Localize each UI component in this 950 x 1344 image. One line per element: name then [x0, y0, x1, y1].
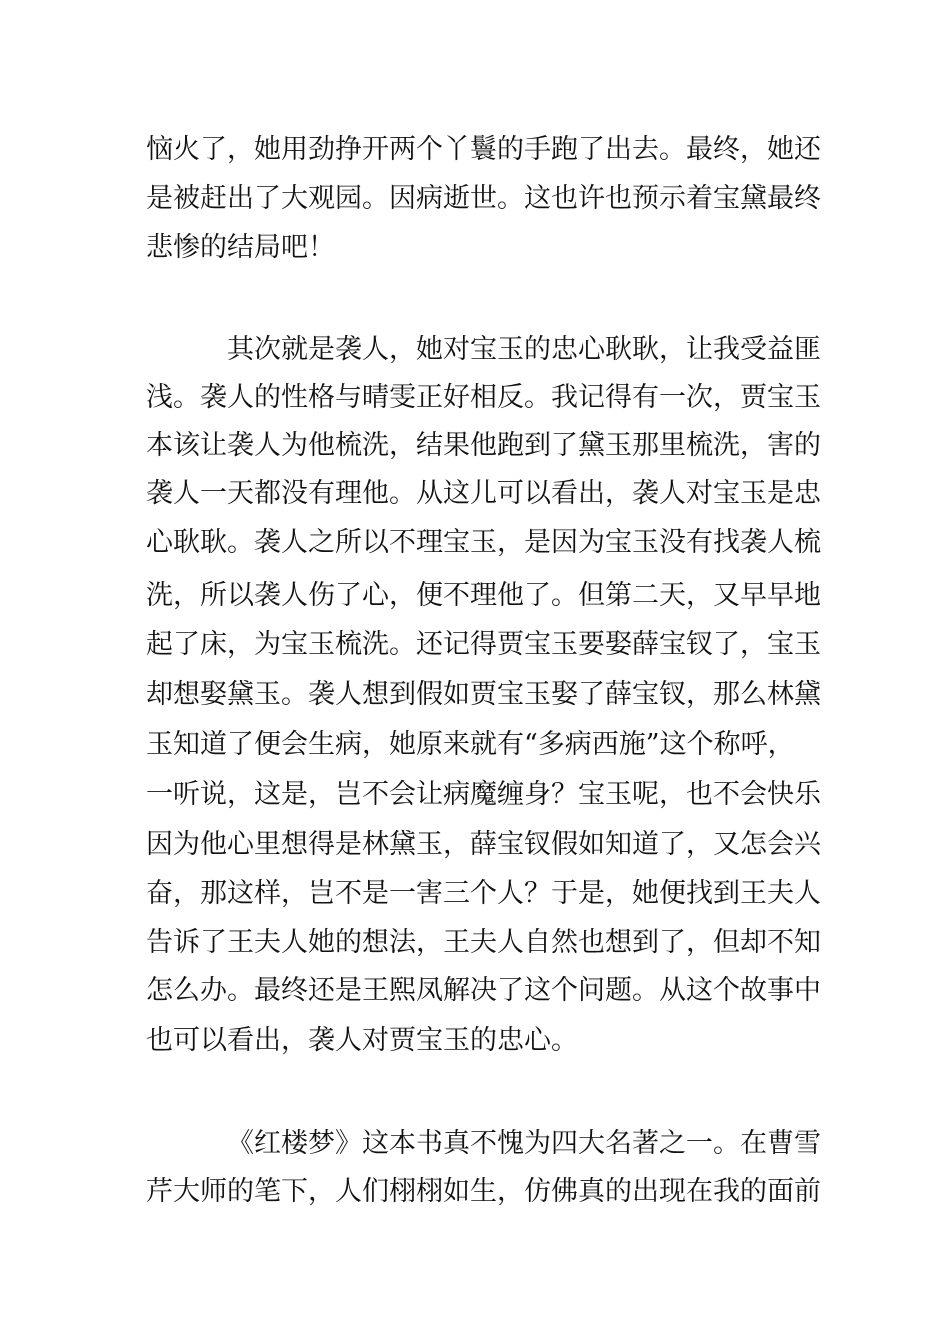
text-line: 心耿耿。袭人之所以不理宝玉，是因为宝玉没有找袭人梳	[146, 527, 821, 558]
text-line: 本该让袭人为他梳洗，结果他跑到了黛玉那里梳洗，害的	[146, 430, 821, 461]
text-line: 因为他心里想得是林黛玉，薛宝钗假如知道了，又怎会兴	[146, 829, 821, 860]
text-line: 芹大师的笔下，人们栩栩如生，仿佛真的出现在我的面前	[146, 1176, 821, 1207]
text-line: 浅。袭人的性格与晴雯正好相反。我记得有一次，贾宝玉	[146, 382, 821, 413]
text-line: 怎么办。最终还是王熙凤解决了这个问题。从这个故事中	[146, 975, 821, 1006]
text-line: 却想娶黛玉。袭人想到假如贾宝玉娶了薛宝钗，那么林黛	[146, 679, 821, 710]
text-line: 悲惨的结局吧！	[146, 232, 335, 263]
text-line: 恼火了，她用劲挣开两个丫鬟的手跑了出去。最终，她还	[146, 134, 821, 165]
text-line: 奋，那这样，岂不是一害三个人？于是，她便找到王夫人	[146, 878, 821, 909]
text-line: 是被赶出了大观园。因病逝世。这也许也预示着宝黛最终	[146, 183, 821, 214]
text-line: 起了床，为宝玉梳洗。还记得贾宝玉要娶薛宝钗了，宝玉	[146, 629, 821, 660]
paragraph-first-line: 《红楼梦》这本书真不愧为四大名著之一。在曹雪	[227, 1128, 821, 1159]
text-line: 袭人一天都没有理他。从这儿可以看出，袭人对宝玉是忠	[146, 478, 821, 509]
text-line: 玉知道了便会生病，她原来就有“多病西施”这个称呼，	[146, 729, 795, 760]
text-line: 告诉了王夫人她的想法，王夫人自然也想到了，但却不知	[146, 927, 821, 958]
text-line: 洗，所以袭人伤了心，便不理他了。但第二天，又早早地	[146, 580, 821, 611]
paragraph-first-line: 其次就是袭人，她对宝玉的忠心耿耿，让我受益匪	[227, 334, 821, 365]
text-line: 也可以看出，袭人对贾宝玉的忠心。	[146, 1025, 578, 1056]
text-line: 一听说，这是，岂不会让病魔缠身？宝玉呢，也不会快乐	[146, 779, 821, 810]
